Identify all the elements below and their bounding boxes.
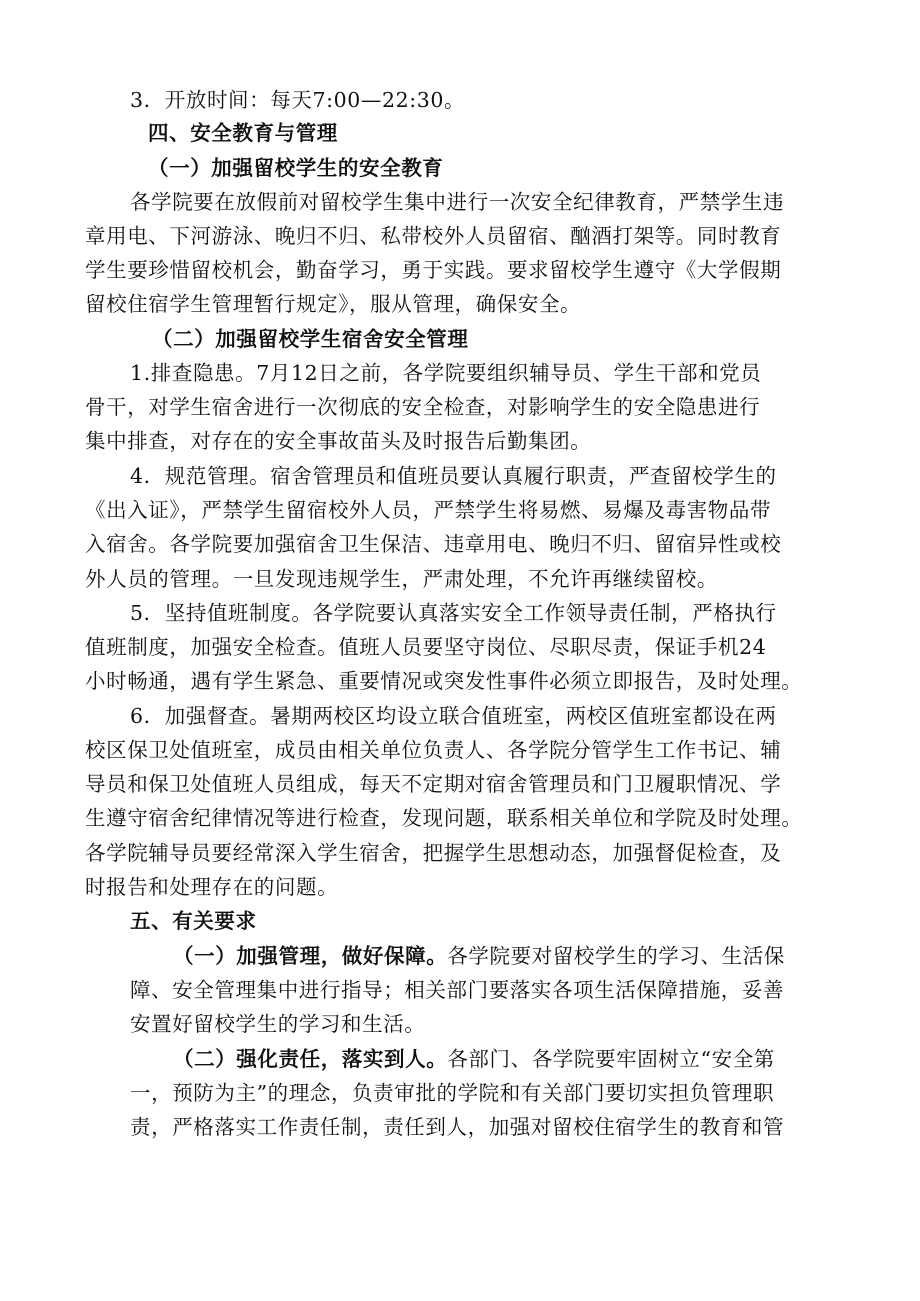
section-four-heading: 四、安全教育与管理: [148, 121, 338, 145]
paragraph-line-with-lead: [173, 1043, 775, 1075]
paragraph-line: 6．加强督查。暑期两校区均设立联合值班室，两校区值班室都设在两: [130, 704, 777, 728]
paragraph-line: 留校住宿学生管理暂行规定》，服从管理，确保安全。: [85, 292, 582, 316]
subsection-two-heading: （二）加强留校学生宿舍安全管理: [152, 327, 469, 351]
paragraph-line: 学生要珍惜留校机会，勤奋学习，勇于实践。要求留校学生遵守《大学假期: [85, 258, 782, 282]
paragraph-line: 各学院辅导员要经常深入学生宿舍，把握学生思想动态，加强督促检查，及: [85, 841, 782, 865]
paragraph-line: 一，预防为主”的理念，负责审批的学院和有关部门要切实担负管理职: [130, 1081, 775, 1105]
paragraph-line: 小时畅通，遇有学生紧急、重要情况或突发性事件必须立即报告，及时处理。: [85, 669, 803, 693]
paragraph-line: 障、安全管理集中进行指导；相关部门要落实各项生活保障措施，妥善: [130, 978, 785, 1002]
open-hours-line: 3．开放时间：每天7:00—22:30。: [130, 88, 466, 112]
section-five-heading: 五、有关要求: [130, 909, 257, 933]
paragraph-line: 生遵守宿舍纪律情况等进行检查，发现问题，联系相关单位和学院及时处理。: [85, 806, 803, 830]
lead-phrase: （二）强化责任，落实到人。: [173, 1047, 448, 1071]
paragraph-line-with-lead: [173, 940, 785, 972]
lead-phrase: （一）加强管理，做好保障。: [173, 944, 448, 968]
lead-continuation: 各学院要对留校学生的学习、生活保: [447, 944, 785, 968]
paragraph-line: 各学院要在放假前对留校学生集中进行一次安全纪律教育，严禁学生违: [130, 190, 785, 214]
paragraph-line: 1.排查隐患。7月12日之前，各学院要组织辅导员、学生干部和党员: [130, 361, 762, 385]
paragraph-line: 安置好留校学生的学习和生活。: [130, 1012, 426, 1036]
paragraph-line: 校区保卫处值班室，成员由相关单位负责人、各学院分管学生工作书记、辅: [85, 738, 782, 762]
paragraph-line: 集中排查，对存在的安全事故苗头及时报告后勤集团。: [85, 429, 592, 453]
paragraph-line: 入宿舍。各学院要加强宿舍卫生保洁、违章用电、晚归不归、留宿异性或校: [85, 532, 782, 556]
paragraph-line: 外人员的管理。一旦发现违规学生，严肃处理，不允许再继续留校。: [85, 567, 718, 591]
lead-continuation: 各部门、各学院要牢固树立“安全第: [447, 1047, 775, 1071]
paragraph-line: 4．规范管理。宿舍管理员和值班员要认真履行职责，严查留校学生的: [130, 464, 777, 488]
paragraph-line: 导员和保卫处值班人员组成，每天不定期对宿舍管理员和门卫履职情况、学: [85, 772, 782, 796]
paragraph-line: 责，严格落实工作责任制，责任到人，加强对留校住宿学生的教育和管: [130, 1115, 785, 1139]
paragraph-line: 章用电、下河游泳、晚归不归、私带校外人员留宿、酗酒打架等。同时教育: [85, 224, 782, 248]
paragraph-line: 骨干，对学生宿舍进行一次彻底的安全检查，对影响学生的安全隐患进行: [85, 395, 761, 419]
paragraph-line: 5．坚持值班制度。各学院要认真落实安全工作领导责任制，严格执行: [130, 601, 777, 625]
paragraph-line: 时报告和处理存在的问题。: [85, 875, 339, 899]
paragraph-line: 值班制度，加强安全检查。值班人员要坚守岗位、尽职尽责，保证手机24: [85, 635, 767, 659]
paragraph-line: 《出入证》，严禁学生留宿校外人员，严禁学生将易燃、易爆及毒害物品带: [85, 498, 772, 522]
subsection-one-heading: （一）加强留校学生的安全教育: [148, 156, 444, 180]
